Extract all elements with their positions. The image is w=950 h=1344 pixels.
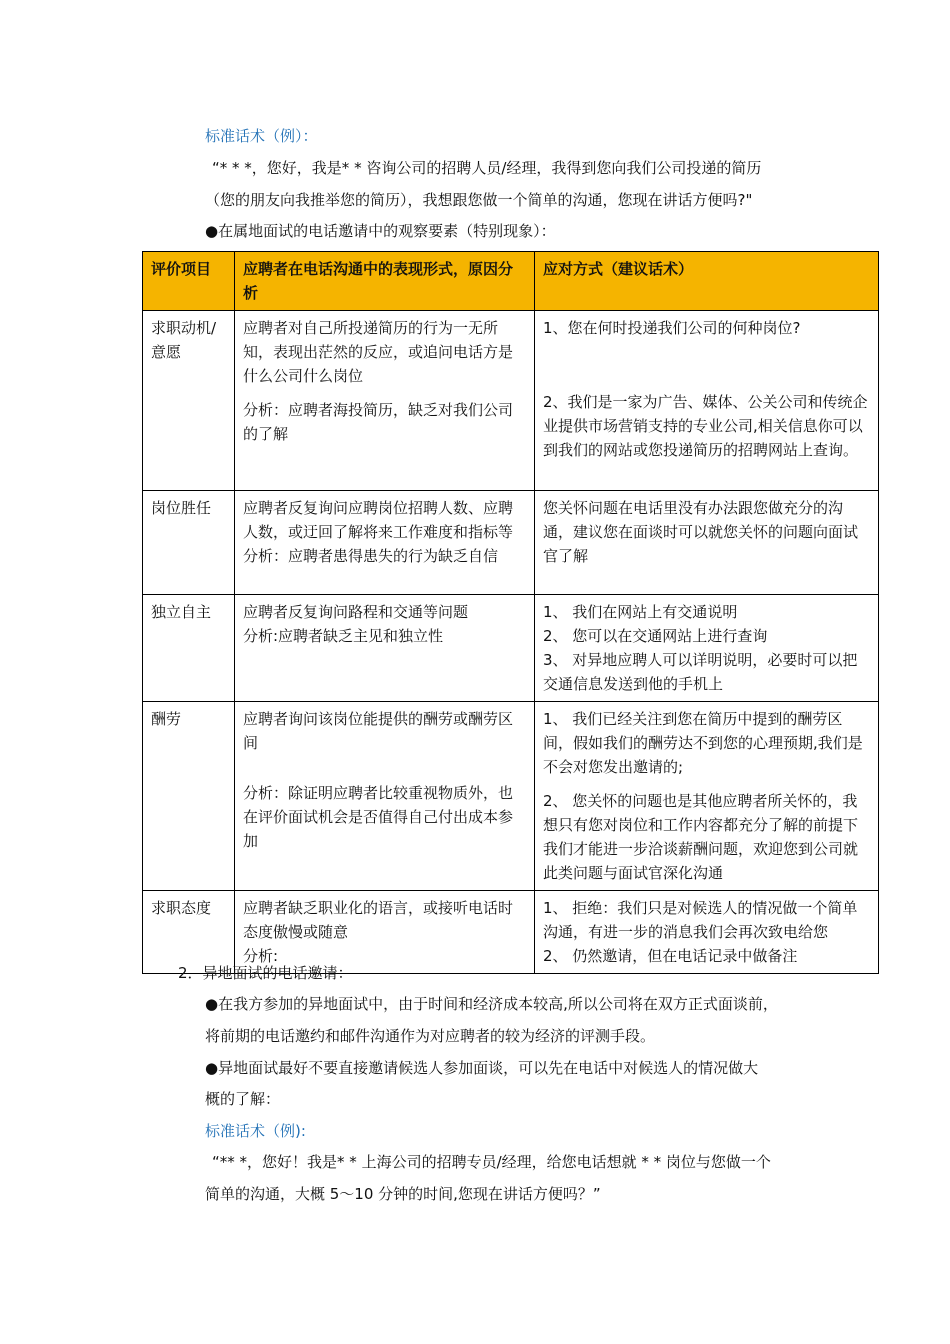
behavior-text: 应聘者反复询问路程和交通等问题 bbox=[243, 603, 469, 621]
response-text: 3、 对异地应聘人可以详明说明，必要时可以把交通信息发送到他的手机上 bbox=[543, 651, 858, 693]
response-text: 2、 仍然邀请，但在电话记录中做备注 bbox=[543, 947, 798, 965]
response-text: 2、我们是一家为广告、媒体、公关公司和传统企业提供市场营销支持的专业公司,相关信息你可以到我们的网站或您投递简历的招聘网站上查询。 bbox=[543, 393, 868, 459]
response-cell bbox=[535, 311, 879, 491]
response-text: 1、您在何时投递我们公司的何种岗位? bbox=[543, 319, 801, 337]
response-cell bbox=[535, 595, 879, 702]
behavior-text: 应聘者询问该岗位能提供的酬劳或酬劳区间 bbox=[243, 710, 514, 752]
analysis-text: 分析：应聘者患得患失的行为缺乏自信 bbox=[243, 547, 499, 565]
response-text: 2、 您可以在交通网站上进行查询 bbox=[543, 627, 768, 645]
response-text: 1、 我们在网站上有交通说明 bbox=[543, 603, 738, 621]
remote-paragraph-2-line-2: 概的了解： bbox=[205, 1090, 281, 1108]
table-header-row bbox=[143, 252, 879, 311]
remote-paragraph-2-line-1: ●异地面试最好不要直接邀请候选人参加面谈，可以先在电话中对候选人的情况做大 bbox=[205, 1059, 759, 1077]
analysis-text: 分析：应聘者海投简历，缺乏对我们公司的了解 bbox=[243, 401, 514, 443]
section-2-heading: 2．异地面试的电话邀请： bbox=[178, 964, 353, 982]
item-cell: 岗位胜任 bbox=[143, 491, 235, 595]
analysis-text: 分析: bbox=[243, 947, 279, 965]
behavior-text: 应聘者缺乏职业化的语言，或接听电话时态度傲慢或随意 bbox=[243, 899, 514, 941]
behavior-text: 应聘者反复询问应聘岗位招聘人数、应聘人数，或迂回了解将来工作难度和指标等 bbox=[243, 499, 514, 541]
table-row bbox=[143, 491, 879, 595]
analysis-text: 分析：除证明应聘者比较重视物质外，也在评价面试机会是否值得自己付出成本参加 bbox=[243, 784, 514, 850]
script-line-1: “* * *，您好，我是* * 咨询公司的招聘人员/经理，我得到您向我们公司投递的简历 bbox=[212, 159, 762, 177]
header-item: 评价项目 bbox=[143, 252, 235, 311]
response-text: 您关怀问题在电话里没有办法跟您做充分的沟通，建议您在面谈时可以就您关怀的问题向面试官了解 bbox=[543, 499, 859, 565]
remote-paragraph-1-line-2: 将前期的电话邀约和邮件沟通作为对应聘者的较为经济的评测手段。 bbox=[205, 1027, 656, 1045]
item-cell: 求职动机/意愿 bbox=[143, 311, 235, 491]
response-text: 2、 您关怀的问题也是其他应聘者所关怀的，我想只有您对岗位和工作内容都充分了解的前提下我们才能进一步洽谈薪酬问题，欢迎您到公司就此类问题与面试官深化沟通 bbox=[543, 792, 859, 882]
observation-bullet: ●在属地面试的电话邀请中的观察要素（特别现象）： bbox=[205, 222, 556, 240]
response-cell bbox=[535, 491, 879, 595]
script-heading-1: 标准话术（例）： bbox=[205, 127, 318, 145]
table-row bbox=[143, 595, 879, 702]
script-line-2: （您的朋友向我推举您的简历），我想跟您做一个简单的沟通，您现在讲话方便吗?" bbox=[205, 191, 753, 209]
header-response: 应对方式（建议话术） bbox=[535, 252, 879, 311]
script-heading-2: 标准话术（例): bbox=[205, 1122, 306, 1140]
item-cell: 独立自主 bbox=[143, 595, 235, 702]
item-cell: 求职态度 bbox=[143, 891, 235, 974]
behavior-cell bbox=[235, 311, 535, 491]
response-text: 1、 我们已经关注到您在简历中提到的酬劳区间，假如我们的酬劳达不到您的心理预期,我们是不会对您发出邀请的; bbox=[543, 710, 863, 776]
analysis-text: 分析:应聘者缺乏主见和独立性 bbox=[243, 627, 444, 645]
behavior-cell bbox=[235, 595, 535, 702]
evaluation-table bbox=[142, 251, 879, 974]
response-cell bbox=[535, 891, 879, 974]
response-text: 1、 拒绝：我们只是对候选人的情况做一个简单沟通，有进一步的消息我们会再次致电给您 bbox=[543, 899, 858, 941]
behavior-cell bbox=[235, 702, 535, 891]
script-2-line-1: “** *，您好！我是* * 上海公司的招聘专员/经理，给您电话想就 * * 岗位与您做一个 bbox=[212, 1153, 771, 1171]
item-cell: 酬劳 bbox=[143, 702, 235, 891]
remote-paragraph-1-line-1: ●在我方参加的异地面试中，由于时间和经济成本较高,所以公司将在双方正式面谈前， bbox=[205, 995, 778, 1013]
table-row bbox=[143, 891, 879, 974]
table-row bbox=[143, 311, 879, 491]
script-2-line-2: 简单的沟通，大概 5～10 分钟的时间,您现在讲话方便吗？” bbox=[205, 1185, 601, 1203]
behavior-text: 应聘者对自己所投递简历的行为一无所知，表现出茫然的反应，或追问电话方是什么公司什么岗位 bbox=[243, 319, 514, 385]
behavior-cell bbox=[235, 491, 535, 595]
header-behavior: 应聘者在电话沟通中的表现形式，原因分析 bbox=[235, 252, 535, 311]
response-cell bbox=[535, 702, 879, 891]
table-row bbox=[143, 702, 879, 891]
behavior-cell bbox=[235, 891, 535, 974]
